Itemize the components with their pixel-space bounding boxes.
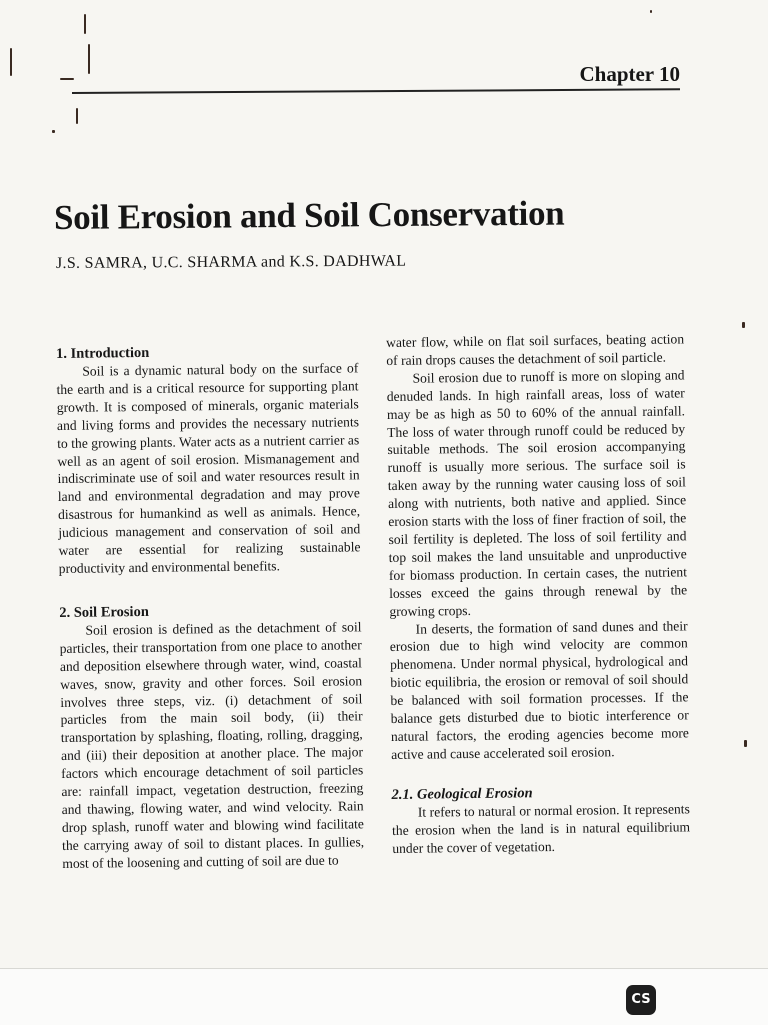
section-heading-soil-erosion: 2. Soil Erosion [59, 603, 149, 621]
paragraph-soil-erosion-1: Soil erosion is defined as the detachment of soil particles, their transportation from one place to another and deposition elsewhere through water, wind, coastal waves, snow, gravity and other forces. Soil erosion involves three steps, viz. (i) detachment of soil particles from the main soil body, (ii) their transportation by splashing, floating, rolling, dragging, and (iii) their deposition at another place. The major factors which encourage detachment of soil particles are: rainfall impact, vegetation destruction, freezing and thawing, flowing water, and wind velocity. Rain drop splash, runoff water and blowing wind facilitate the carrying away of soil to distant places. In gullies, most of the loosening and cutting of soil are due to [59, 619, 365, 871]
ink-mark [88, 44, 90, 74]
ink-mark [52, 130, 55, 133]
chapter-label: Chapter 10 [579, 62, 680, 86]
ink-mark [76, 108, 78, 124]
paragraph-soil-erosion-3: In deserts, the formation of sand dunes and their erosion due to high wind velocity are common phenomena. Under normal physical, hydrological and biotic equilibria, the erosion or removal of soil should be balanced with soil formation processes. If the balance gets disturbed due to biotic interference or natural factors, the eroding agencies become more active and cause accelerated soil erosion. [389, 617, 689, 762]
chapter-title: Soil Erosion and Soil Conservation [53, 193, 565, 237]
paragraph-soil-erosion-2: Soil erosion due to runoff is more on sloping and denuded lands. In high rainfall areas, loss of water may be as high as 50 to 60% of the annual rainfall. The loss of water through runoff could be reduced by suitable methods. The soil erosion accompanying runoff is usually more serious. The surface soil is taken away by the running water causing loss of soil along with nutrients, both native and applied. Since erosion starts with the loss of finer fraction of soil, the soil fertility is depleted. The loss of soil fertility and top soil makes the land unsuitable and unproductive for biomass production. In certain cases, the nutrient losses exceed the gains through renewal by the growing crops. [386, 367, 688, 619]
authors: J.S. SAMRA, U.C. SHARMA and K.S. DADHWAL [55, 252, 407, 272]
section-heading-geological-erosion: 2.1. Geological Erosion [391, 784, 533, 803]
camscanner-logo-icon: CS [626, 985, 656, 1015]
left-column [56, 341, 364, 872]
ink-mark [650, 10, 652, 13]
right-column [386, 330, 690, 857]
paragraph-introduction: Soil is a dynamic natural body on the surface of the earth and is a critical resource for supporting plant growth. It is composed of minerals, organic materials and living forms and provides the necessary nutrients to the growing plants. Water acts as a nutrient carrier as well as an agent of soil erosion. Mismanagement and indiscriminate use of soil and water resources result in land and environmental degradation and may prove disastrous for humankind as well as animals. Hence, judicious management and conservation of soil and water are essential for realizing sustainable productivity and environmental benefits. [56, 360, 361, 576]
ink-mark [744, 740, 747, 747]
header-rule [72, 88, 680, 94]
ink-mark [84, 14, 86, 34]
section-heading-introduction: 1. Introduction [56, 344, 150, 362]
ink-mark [10, 48, 12, 76]
paragraph-geological-erosion: It refers to natural or normal erosion. It represents the erosion when the land is in natural equilibrium under the cover of vegetation. [391, 801, 691, 856]
ink-mark [742, 322, 745, 328]
ink-mark [60, 78, 74, 80]
paragraph-soil-erosion-1-continued: water flow, while on flat soil surfaces, beating action of rain drops causes the detachment of soil particle. [386, 331, 685, 368]
